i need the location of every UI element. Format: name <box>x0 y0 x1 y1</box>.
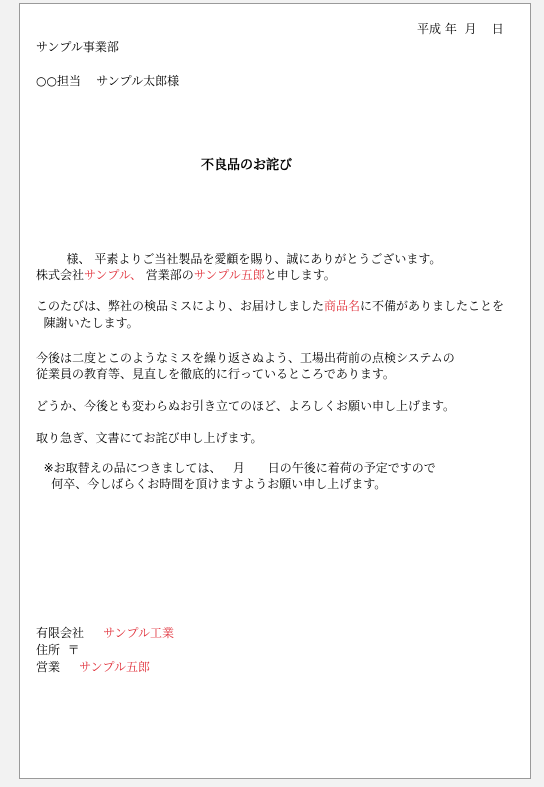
signature-dept: 営業 <box>36 660 61 674</box>
date-line: 平成 年 月 日 <box>417 22 504 36</box>
document-title: 不良品のお詫び <box>201 158 293 173</box>
greeting-dept: 営業部の <box>141 268 194 282</box>
request-line: どうか、今後とも変わらぬお引き立てのほど、よろしくお願い申し上げます。 <box>36 399 456 413</box>
signature-company-name: サンプル工業 <box>103 626 175 640</box>
note-line-1: ※お取替えの品につきましては、 月 日の午後に着荷の予定ですので <box>36 461 436 475</box>
signature-address: 住所 〒 <box>36 643 80 657</box>
apology-line-2: 陳謝いたします。 <box>36 316 139 330</box>
document-page <box>19 3 531 779</box>
apology-line-1 <box>36 298 504 314</box>
prevention-line-1: 今後は二度とこのようなミスを繰り返さぬよう、工場出荷前の点検システムの <box>36 351 455 365</box>
closing-line: 取り急ぎ、文書にてお詫び申し上げます。 <box>36 431 263 445</box>
signature-person-name: サンプル五郎 <box>79 660 151 674</box>
greeting-line-1: 様、 平素よりご当社製品を愛顧を賜り、誠にありがとうございます。 <box>36 252 442 266</box>
greeting-company-prefix: 株式会社 <box>36 268 85 282</box>
greeting-sender-name: サンプル五郎 <box>193 268 265 282</box>
greeting-line-2 <box>36 267 336 283</box>
signature-company <box>36 625 174 641</box>
signature-company-prefix: 有限会社 <box>36 626 85 640</box>
greeting-suffix: と申します。 <box>264 268 336 282</box>
recipient-person: ○○担当 サンプル太郎様 <box>36 74 180 88</box>
signature-person <box>36 659 150 675</box>
product-name: 商品名 <box>324 299 361 313</box>
prevention-line-2: 従業員の教育等、見直しを徹底的に行っているところであります。 <box>36 367 395 381</box>
apology-suffix: に不備がありましたことを <box>360 299 505 313</box>
note-line-2: 何卒、今しばらくお時間を頂けますようお願い申し上げます。 <box>36 477 387 491</box>
recipient-org: サンプル事業部 <box>36 40 119 54</box>
greeting-company-name: サンプル、 <box>84 268 142 282</box>
apology-prefix: このたびは、弊社の検品ミスにより、お届けしました <box>36 299 325 313</box>
